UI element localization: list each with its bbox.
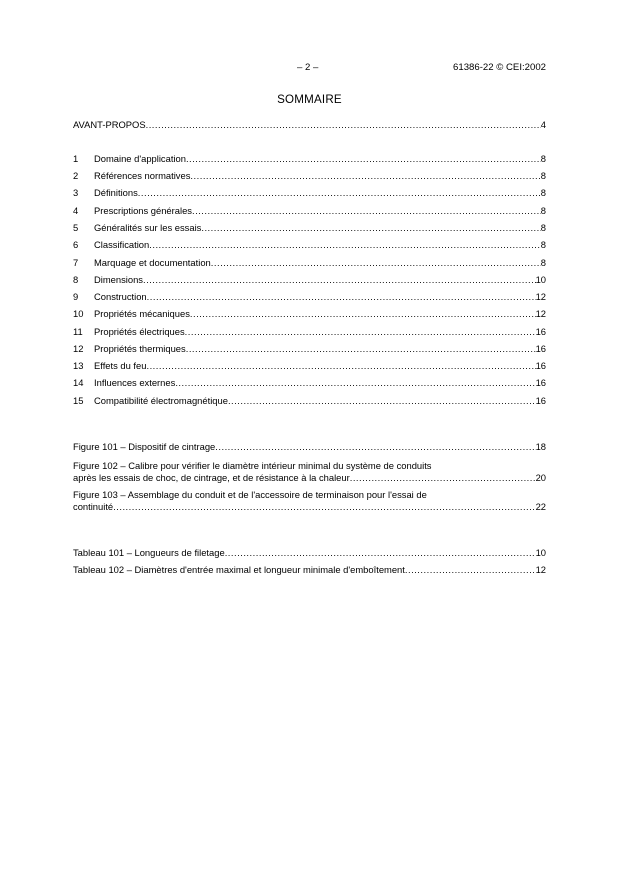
toc-entry-table[interactable] <box>73 563 546 576</box>
toc-entry-section[interactable] <box>73 186 546 199</box>
toc-entry-page: 8 <box>540 222 546 233</box>
toc-entry-page: 16 <box>535 326 546 337</box>
toc-entry-number: 7 <box>73 257 79 268</box>
toc-entry-section[interactable] <box>73 238 546 251</box>
toc-entry-number: 3 <box>73 187 79 198</box>
leader-dots <box>138 186 541 199</box>
leader-dots <box>190 307 536 320</box>
toc-entry-figure[interactable] <box>73 500 546 513</box>
toc-entry-number: 5 <box>73 222 79 233</box>
toc-entry-page: 16 <box>535 360 546 371</box>
toc-entry-page: 8 <box>540 257 546 268</box>
toc-entry-number: 4 <box>73 205 79 216</box>
toc-entry-number: 11 <box>73 326 83 337</box>
leader-dots <box>350 471 536 484</box>
document-reference: 61386-22 © CEI:2002 <box>453 62 546 73</box>
toc-entry-label: Compatibilité électromagnétique <box>94 395 228 406</box>
toc-entry-label: Marquage et documentation <box>94 257 211 268</box>
toc-entry-figure-line1[interactable]: Figure 103 – Assemblage du conduit et de l'accessoire de terminaison pour l'essai de <box>73 489 427 500</box>
toc-entry-number: 8 <box>73 274 79 285</box>
leader-dots <box>215 440 535 453</box>
leader-dots <box>146 118 541 131</box>
leader-dots <box>149 238 541 251</box>
toc-entry-number: 9 <box>73 291 79 302</box>
toc-entry-page: 8 <box>540 153 546 164</box>
toc-entry-page: 10 <box>535 547 546 558</box>
toc-entry-label: Généralités sur les essais <box>94 222 202 233</box>
toc-entry-number: 2 <box>73 170 79 181</box>
toc-entry-page: 20 <box>535 472 546 483</box>
toc-entry-page: 8 <box>540 170 546 181</box>
leader-dots <box>192 204 541 217</box>
toc-entry-page: 12 <box>535 308 546 319</box>
leader-dots <box>146 359 535 372</box>
toc-entry-page: 8 <box>540 187 546 198</box>
toc-entry-label: Effets du feu <box>94 360 147 371</box>
toc-entry-page: 16 <box>535 343 546 354</box>
leader-dots <box>175 376 535 389</box>
toc-entry-label: continuité <box>73 501 114 512</box>
page-number: – 2 – <box>297 62 319 73</box>
leader-dots <box>113 500 535 513</box>
toc-entry-section[interactable] <box>73 394 546 407</box>
toc-entry-number: 1 <box>73 153 79 164</box>
page-header <box>73 62 546 76</box>
toc-entry-number: 12 <box>73 343 84 354</box>
toc-entry-label: Propriétés électriques <box>94 326 185 337</box>
toc-entry-label: Tableau 101 – Longueurs de filetage <box>73 547 225 558</box>
toc-entry-section[interactable] <box>73 325 546 338</box>
toc-entry-label: Domaine d'application <box>94 153 186 164</box>
toc-entry-section[interactable] <box>73 376 546 389</box>
toc-entry-figure[interactable] <box>73 440 546 453</box>
toc-entry-number: 15 <box>73 395 84 406</box>
toc-entry-section[interactable] <box>73 290 546 303</box>
toc-entry-label: Propriétés mécaniques <box>94 308 190 319</box>
toc-entry-label: Définitions <box>94 187 138 198</box>
toc-entry-section[interactable] <box>73 256 546 269</box>
toc-entry-page: 4 <box>540 119 546 130</box>
toc-entry-label: Classification <box>94 239 150 250</box>
toc-entry-label: Références normatives <box>94 170 191 181</box>
toc-entry-page: 8 <box>540 205 546 216</box>
toc-entry-section[interactable] <box>73 359 546 372</box>
toc-entry-number: 10 <box>73 308 84 319</box>
toc-entry-figure[interactable] <box>73 471 546 484</box>
toc-entry-label: Influences externes <box>94 377 176 388</box>
toc-entry-section[interactable] <box>73 221 546 234</box>
toc-entry-page: 10 <box>535 274 546 285</box>
leader-dots <box>201 221 540 234</box>
toc-entry-label: Figure 101 – Dispositif de cintrage <box>73 441 216 452</box>
leader-dots <box>225 546 536 559</box>
toc-entry-label: AVANT-PROPOS <box>73 119 146 130</box>
leader-dots <box>143 273 536 286</box>
toc-entry-table[interactable] <box>73 546 546 559</box>
toc-entry-page: 12 <box>535 291 546 302</box>
leader-dots <box>147 290 536 303</box>
toc-entry-foreword[interactable] <box>73 118 546 131</box>
leader-dots <box>190 169 540 182</box>
leader-dots <box>186 152 541 165</box>
leader-dots <box>228 394 536 407</box>
toc-entry-page: 8 <box>540 239 546 250</box>
toc-entry-label: Dimensions <box>94 274 143 285</box>
toc-entry-section[interactable] <box>73 307 546 320</box>
toc-entry-label: Construction <box>94 291 147 302</box>
toc-entry-page: 16 <box>535 377 546 388</box>
toc-entry-page: 18 <box>535 441 546 452</box>
toc-entry-page: 22 <box>535 501 546 512</box>
toc-entry-number: 14 <box>73 377 84 388</box>
toc-entry-label: Prescriptions générales <box>94 205 192 216</box>
toc-entry-label: Tableau 102 – Diamètres d'entrée maximal et longueur minimale d'emboîtement <box>73 564 405 575</box>
toc-entry-label: Propriétés thermiques <box>94 343 186 354</box>
page-title: SOMMAIRE <box>277 93 342 106</box>
toc-entry-section[interactable] <box>73 342 546 355</box>
leader-dots <box>211 256 541 269</box>
toc-entry-page: 12 <box>535 564 546 575</box>
leader-dots <box>405 563 536 576</box>
toc-entry-figure-line1[interactable]: Figure 102 – Calibre pour vérifier le diamètre intérieur minimal du système de conduits <box>73 460 432 471</box>
toc-entry-number: 13 <box>73 360 84 371</box>
toc-entry-section[interactable] <box>73 204 546 217</box>
leader-dots <box>185 325 536 338</box>
toc-entry-section[interactable] <box>73 169 546 182</box>
toc-entry-section[interactable] <box>73 152 546 165</box>
leader-dots <box>186 342 536 355</box>
toc-entry-section[interactable] <box>73 273 546 286</box>
toc-entry-page: 16 <box>535 395 546 406</box>
toc-entry-number: 6 <box>73 239 79 250</box>
toc-entry-label: après les essais de choc, de cintrage, et de résistance à la chaleur <box>73 472 350 483</box>
